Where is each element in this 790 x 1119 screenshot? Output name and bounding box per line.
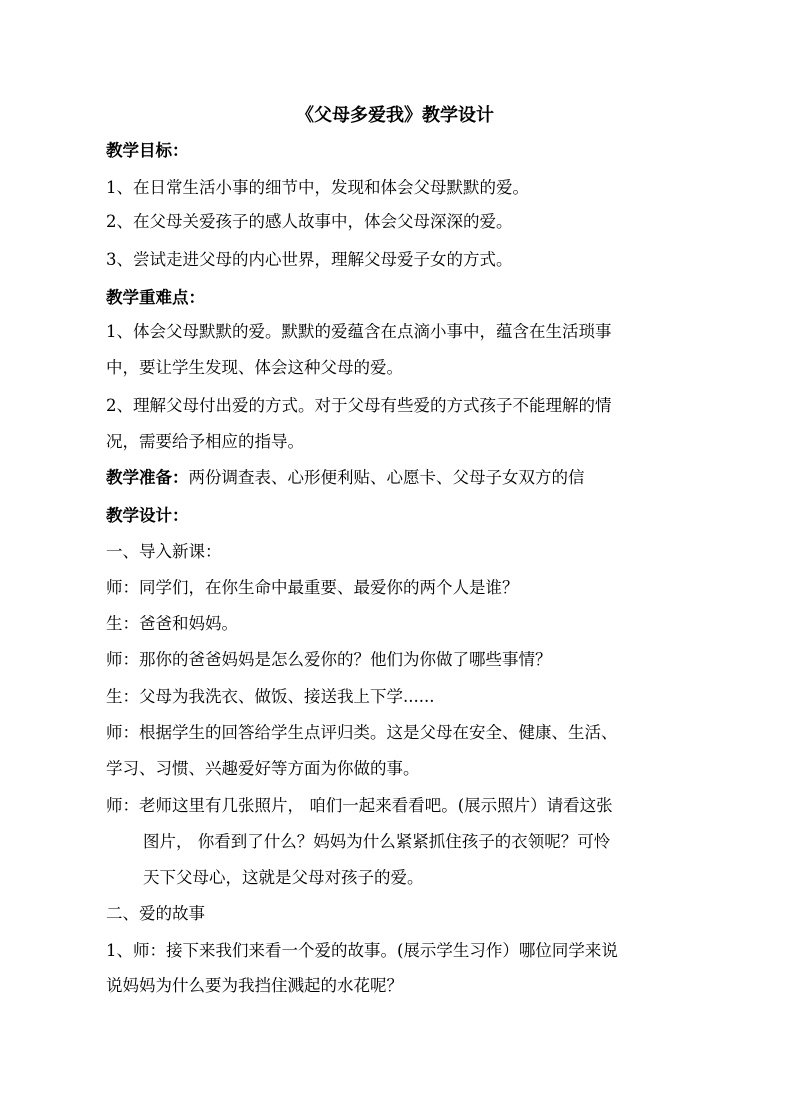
document-title: 《父母多爱我》教学设计	[296, 105, 494, 126]
design-line-11: 二、爱的故事	[106, 904, 205, 923]
design-line-4: 师：那你的爸爸妈妈是怎么爱你的？他们为你做了哪些事情？	[106, 650, 552, 669]
key-points-line-1: 1、体会父母默默的爱。默默的爱蕴含在点滴小事中，蕴含在生活琐事	[106, 322, 612, 341]
objectives-heading: 教学目标：	[106, 141, 189, 160]
design-heading: 教学设计：	[106, 506, 189, 525]
key-points-heading: 教学重难点：	[106, 288, 205, 307]
key-points-line-3: 2、理解父母付出爱的方式。对于父母有些爱的方式孩子不能理解的情	[106, 396, 612, 415]
preparation-line	[106, 468, 585, 488]
design-line-3: 生：爸爸和妈妈。	[106, 614, 238, 633]
design-line-13: 说妈妈为什么要为我挡住溅起的水花呢？	[106, 976, 403, 995]
preparation-heading: 教学准备：	[106, 468, 189, 487]
design-line-7: 学习、习惯、兴趣爱好等方面为你做的事。	[106, 759, 420, 778]
design-line-9: 图片， 你看到了什么？妈妈为什么紧紧抓住孩子的衣领呢？可怜	[143, 832, 611, 851]
objective-item-3: 3、尝试走进父母的内心世界，理解父母爱子女的方式。	[106, 250, 513, 269]
design-line-6: 师：根据学生的回答给学生点评归类。这是父母在安全、健康、生活、	[106, 723, 618, 742]
preparation-text: 两份调查表、心形便利贴、心愿卡、父母子女双方的信	[188, 468, 585, 487]
design-line-1: 一、导入新课：	[106, 542, 222, 561]
design-line-2: 师：同学们，在你生命中最重要、最爱你的两个人是谁？	[106, 578, 519, 597]
key-points-line-4: 况，需要给予相应的指导。	[106, 432, 304, 451]
key-points-line-2: 中，要让学生发现、体会这种父母的爱。	[106, 358, 403, 377]
objective-item-2: 2、在父母关爱孩子的感人故事中，体会父母深深的爱。	[106, 212, 513, 231]
design-line-8: 师：老师这里有几张照片， 咱们一起来看看吧。(展示照片）请看这张	[106, 796, 613, 815]
design-line-10: 天下父母心，这就是父母对孩子的爱。	[143, 868, 424, 887]
design-line-12: 1、师：接下来我们来看一个爱的故事。(展示学生习作）哪位同学来说	[106, 941, 618, 960]
design-line-5: 生：父母为我洗衣、做饭、接送我上下学......	[106, 687, 435, 706]
objective-item-1: 1、在日常生活小事的细节中，发现和体会父母默默的爱。	[106, 178, 529, 197]
